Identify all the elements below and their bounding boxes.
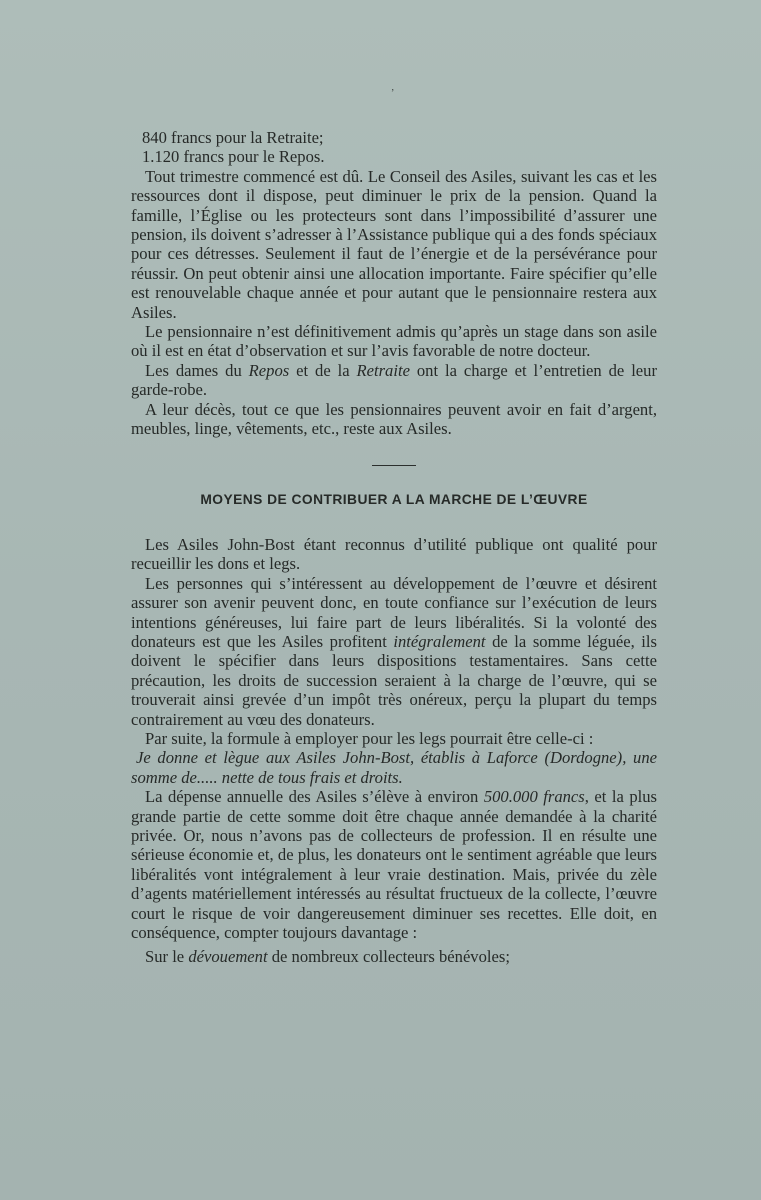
paragraph-utilite-publique: Les Asiles John-Bost étant reconnus d’utilité publique ont qualité pour recueillir les dons et legs.	[131, 534, 657, 574]
paragraph-trimestre: Tout trimestre commencé est dû. Le Conseil des Asiles, suivant les cas et les ressources dont il dispose, peut diminuer le prix de la pension. Quand la famille, l’Église ou les protecteurs sont dans l’impossibilité d’assurer une pension, ils doivent s’adresser à l’Assistance publique qui a des fonds spéciaux pour ces détresses. Seulement il faut de l’énergie et de la persévérance pour réussir. On peut obtenir ainsi une allocation importante. Faire spécifier qu’elle est renouvelable chaque année et pour autant que le pensionnaire restera aux Asiles.	[131, 166, 657, 322]
paragraph-formule-intro: Par suite, la formule à employer pour les legs pourrait être celle-ci :	[145, 728, 594, 748]
rate-retraite: 840 francs pour la Retraite;	[142, 128, 324, 147]
section-heading: MOYENS DE CONTRIBUER A LA MARCHE DE L’ŒUVRE	[200, 491, 588, 507]
top-mark: ’	[391, 88, 395, 99]
paragraph-liberalites: Les personnes qui s’intéressent au développement de l’œuvre et désirent assurer son avenir peuvent donc, en toute confiance sur l’exécution de leurs intentions généreuses, lui faire part de leurs libéralités. Si la volonté des donateurs est que les Asiles profitent intégralement de la somme léguée, ils doivent le spécifier dans leurs dispositions testamentaires. Sans cette précaution, les droits de succession seraient à la charge de l’œuvre, qui se trouverait ainsi grevée d’un impôt très onéreux, perçu la plupart du temps contrairement au vœu des donateurs.	[131, 573, 657, 729]
rate-repos: 1.120 francs pour le Repos.	[142, 147, 325, 167]
paragraph-devouement: Sur le dévouement de nombreux collecteurs bénévoles;	[145, 947, 510, 967]
paragraph-deces: A leur décès, tout ce que les pensionnaires peuvent avoir en fait d’argent, meubles, linge, vêtements, etc., reste aux Asiles.	[131, 399, 657, 439]
paragraph-garde-robe: Les dames du Repos et de la Retraite ont la charge et l’entretien de leur garde-robe.	[131, 360, 657, 400]
paragraph-depense: La dépense annuelle des Asiles s’élève à environ 500.000 francs, et la plus grande partie de cette somme doit être chaque année demandée à la charité privée. Or, nous n’avons pas de collecteurs de profession. Il en résulte une sérieuse économie et, de plus, les donateurs ont le sentiment agréable que leurs libéralités vont intégralement à leur vraie destination. Mais, privée du zèle d’agents matériellement intéressés au résultat fructueux de la collecte, l’œuvre court le risque de voir dangereusement diminuer ses recettes. Elle doit, en conséquence, compter toujours davantage :	[131, 787, 657, 943]
section-divider	[372, 465, 416, 466]
legacy-formula: Je donne et lègue aux Asiles John-Bost, établis à Laforce (Dordogne), une somme de..... nette de tous frais et droits.	[131, 748, 657, 787]
text-column	[131, 128, 657, 967]
paragraph-admission: Le pensionnaire n’est définitivement admis qu’après un stage dans son asile où il est en état d’observation et sur l’avis favorable de notre docteur.	[131, 322, 657, 361]
